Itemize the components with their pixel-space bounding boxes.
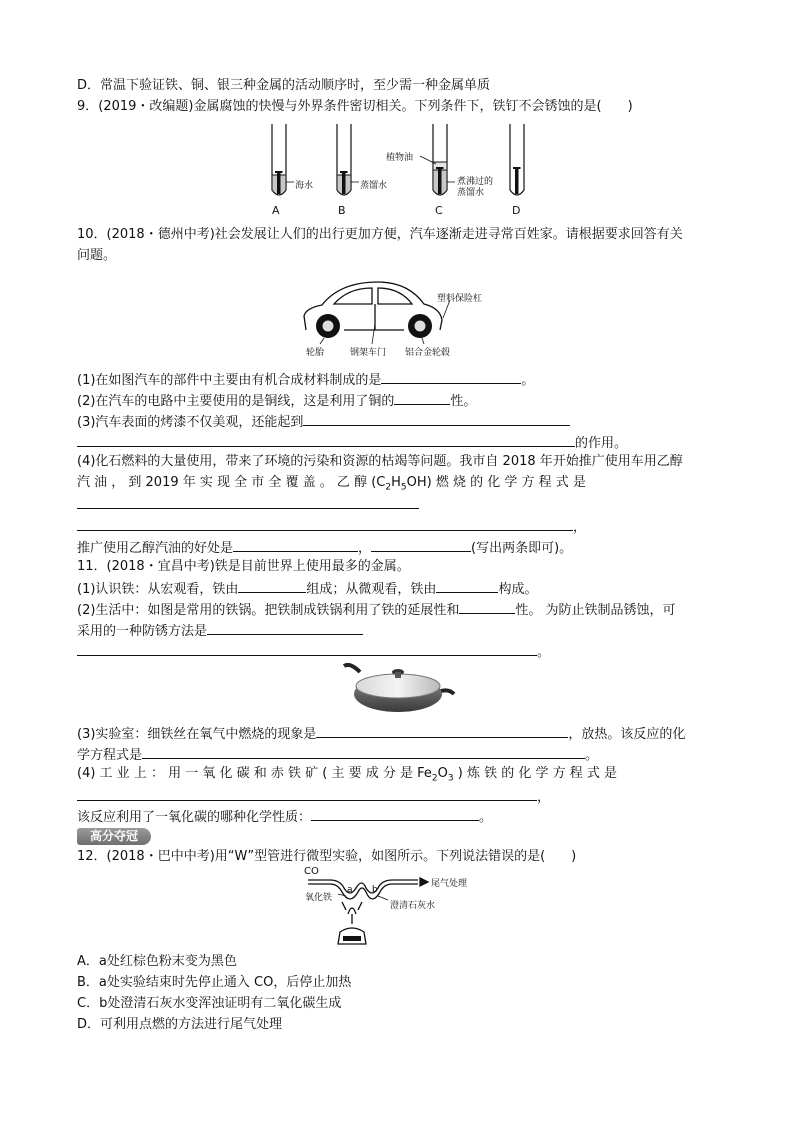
q10-stem-1: 10．(2018・德州中考)社会发展让人们的出行更加方便，汽车逐渐走进寻常百姓家。请根据要求回答有关 <box>77 227 683 242</box>
answer-blank[interactable] <box>459 599 515 614</box>
label-b: b <box>372 885 378 895</box>
q10-part-4-line2: 汽 油 ， 到 2019 年 实 现 全 市 全 覆 盖 。 乙 醇 $(C_2H_5OH)$ 燃 烧 的 化 学 方 程 式 是 <box>77 475 586 493</box>
q10-part-4-line1: (4)化石燃料的大量使用，带来了环境的污染和资源的枯竭等问题。我市自 2018 年开始推广使用车用乙醇 <box>77 454 683 469</box>
q12-stem: 12．(2018・巴中中考)用“W”型管进行微型实验，如图所示。下列说法错误的是( ) <box>77 849 577 864</box>
label-a: a <box>347 885 353 895</box>
q8-option-d: D．常温下验证铁、铜、银三种金属的活动顺序时，至少需一种金属单质 <box>77 78 491 93</box>
q12-option-d: D．可利用点燃的方法进行尾气处理 <box>77 1017 283 1032</box>
wok-figure <box>340 658 458 716</box>
label-limewater: 澄清石灰水 <box>390 901 436 911</box>
label-vegetable-oil: 植物油 <box>386 153 414 163</box>
q9-test-tubes-figure <box>250 120 550 220</box>
label-bumper: 塑料保险杠 <box>437 294 483 304</box>
answer-blank[interactable] <box>233 537 358 552</box>
label-tire: 轮胎 <box>306 348 325 358</box>
answer-blank[interactable] <box>77 786 537 801</box>
q10-part-3: (3)汽车表面的烤漆不仅美观，还能起到 <box>77 411 570 432</box>
q10-part-4-benefit: 推广使用乙醇汽油的好处是 ， (写出两条即可)。 <box>77 537 572 558</box>
q11-part-3-cont: 学方程式是 。 <box>77 744 598 765</box>
label-boiled-2: 蒸馏水 <box>457 188 485 198</box>
q11-part-1: (1)认识铁：从宏观看，铁由 组成；从微观看，铁由 构成。 <box>77 578 537 599</box>
answer-blank[interactable] <box>436 578 498 593</box>
answer-blank[interactable] <box>77 507 419 509</box>
q11-part-3: (3)实验室：细铁丝在氧气中燃烧的现象是 ，放热。该反应的化 <box>77 723 685 744</box>
answer-blank[interactable] <box>142 744 585 759</box>
q11-part-4: (4) 工 业 上 ： 用 一 氧 化 碳 和 赤 铁 矿 ( 主 要 成 分 是 $Fe_2O_3$ ) 炼 铁 的 化 学 方 程 式 是 <box>77 766 618 784</box>
answer-blank[interactable] <box>394 390 450 405</box>
q11-part-2: (2)生活中：如图是常用的铁锅。把铁制成铁锅利用了铁的延展性和 性。 为防止铁制品锈蚀，可 <box>77 599 676 620</box>
answer-blank[interactable] <box>303 411 570 426</box>
label-door: 钢架车门 <box>350 348 387 358</box>
tube-label-b: B <box>338 204 346 217</box>
tube-label-d: D <box>512 204 521 217</box>
answer-blank[interactable] <box>316 723 568 738</box>
q10-part-3-cont: 的作用。 <box>77 432 627 453</box>
answer-blank[interactable] <box>77 516 573 531</box>
q12-option-a: A．a处红棕色粉末变为黑色 <box>77 954 237 969</box>
q10-part-1: (1)在如图汽车的部件中主要由有机合成材料制成的是 。 <box>77 369 534 390</box>
answer-blank[interactable] <box>77 432 575 447</box>
label-seawater: 海水 <box>295 181 314 191</box>
answer-blank[interactable] <box>371 537 471 552</box>
tube-label-a: A <box>272 204 280 217</box>
q11-part-2-cont2: 。 <box>77 641 550 662</box>
label-boiled-1: 煮沸过的 <box>457 177 494 187</box>
q11-part-4-equation-line: ， <box>77 786 550 807</box>
answer-blank[interactable] <box>381 369 521 384</box>
q12-option-c: C．b处澄清石灰水变浑浊证明有二氧化碳生成 <box>77 996 342 1011</box>
label-distilled-water: 蒸馏水 <box>360 181 388 191</box>
answer-blank[interactable] <box>207 620 363 635</box>
q10-stem-2: 问题。 <box>77 248 117 263</box>
car-figure <box>300 278 460 348</box>
section-badge: 高分夺冠 <box>77 828 151 845</box>
label-hub: 铝合金轮毂 <box>405 348 451 358</box>
tube-label-c: C <box>435 204 443 217</box>
answer-blank[interactable] <box>238 578 306 593</box>
q10-part-4-equation-line: ， <box>77 516 586 537</box>
label-iron-oxide: 氧化铁 <box>305 893 333 903</box>
label-co: CO <box>304 866 319 877</box>
q11-stem: 11．(2018・宜昌中考)铁是目前世界上使用最多的金属。 <box>77 559 410 574</box>
q10-part-2: (2)在汽车的电路中主要使用的是铜线，这是利用了铜的 性。 <box>77 390 476 411</box>
label-tail-gas: 尾气处理 <box>431 879 468 889</box>
answer-blank[interactable] <box>311 806 479 821</box>
q9-stem: 9．(2019・改编题)金属腐蚀的快慢与外界条件密切相关。下列条件下，铁钉不会锈蚀的是( ) <box>77 99 633 114</box>
q11-part-2-cont: 采用的一种防锈方法是 <box>77 620 363 641</box>
q12-option-b: B．a处实验结束时先停止通入 CO，后停止加热 <box>77 975 352 990</box>
answer-blank[interactable] <box>77 641 537 656</box>
q11-part-4-property: 该反应利用了一氧化碳的哪种化学性质： 。 <box>77 806 492 827</box>
